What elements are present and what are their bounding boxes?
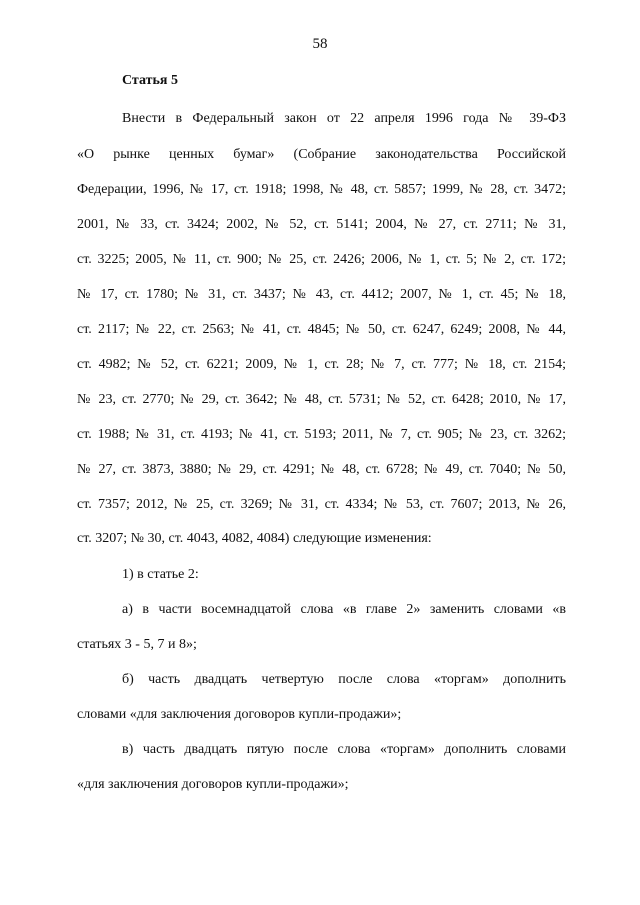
paragraph-line: ст. 7357; 2012, № 25, ст. 3269; № 31, ст. 4334; № 53, ст. 7607; 2013, № 26,: [77, 497, 566, 512]
paragraph-line: «О рынке ценных бумаг» (Собрание законодательства Российской: [77, 147, 566, 162]
article-heading: Статья 5: [122, 73, 178, 88]
list-item: в) часть двадцать пятую после слова «торгам» дополнить словами: [122, 742, 566, 757]
paragraph-line: № 27, ст. 3873, 3880; № 29, ст. 4291; № 48, ст. 6728; № 49, ст. 7040; № 50,: [77, 462, 566, 477]
paragraph-line: ст. 1988; № 31, ст. 4193; № 41, ст. 5193; 2011, № 7, ст. 905; № 23, ст. 3262;: [77, 427, 566, 442]
paragraph-line: ст. 2117; № 22, ст. 2563; № 41, ст. 4845; № 50, ст. 6247, 6249; 2008, № 44,: [77, 322, 566, 337]
paragraph-line: ст. 3225; 2005, № 11, ст. 900; № 25, ст. 2426; 2006, № 1, ст. 5; № 2, ст. 172;: [77, 252, 566, 267]
list-item-continuation: словами «для заключения договоров купли-продажи»;: [77, 707, 402, 722]
paragraph-line: ст. 4982; № 52, ст. 6221; 2009, № 1, ст. 28; № 7, ст. 777; № 18, ст. 2154;: [77, 357, 566, 372]
list-item: б) часть двадцать четвертую после слова «торгам» дополнить: [122, 672, 566, 687]
list-item-continuation: статьях 3 - 5, 7 и 8»;: [77, 637, 197, 652]
paragraph-line: ст. 3207; № 30, ст. 4043, 4082, 4084) следующие изменения:: [77, 531, 432, 546]
paragraph-line: № 23, ст. 2770; № 29, ст. 3642; № 48, ст. 5731; № 52, ст. 6428; 2010, № 17,: [77, 392, 566, 407]
paragraph-line: № 17, ст. 1780; № 31, ст. 3437; № 43, ст. 4412; 2007, № 1, ст. 45; № 18,: [77, 287, 566, 302]
paragraph-line: Федерации, 1996, № 17, ст. 1918; 1998, № 48, ст. 5857; 1999, № 28, ст. 3472;: [77, 182, 566, 197]
page-number: 58: [312, 36, 328, 52]
list-item-continuation: «для заключения договоров купли-продажи»;: [77, 777, 349, 792]
paragraph-line: Внести в Федеральный закон от 22 апреля 1996 года № 39-ФЗ: [122, 111, 566, 126]
list-item: а) в части восемнадцатой слова «в главе 2» заменить словами «в: [122, 602, 566, 617]
list-item: 1) в статье 2:: [122, 567, 199, 582]
paragraph-line: 2001, № 33, ст. 3424; 2002, № 52, ст. 5141; 2004, № 27, ст. 2711; № 31,: [77, 217, 566, 232]
